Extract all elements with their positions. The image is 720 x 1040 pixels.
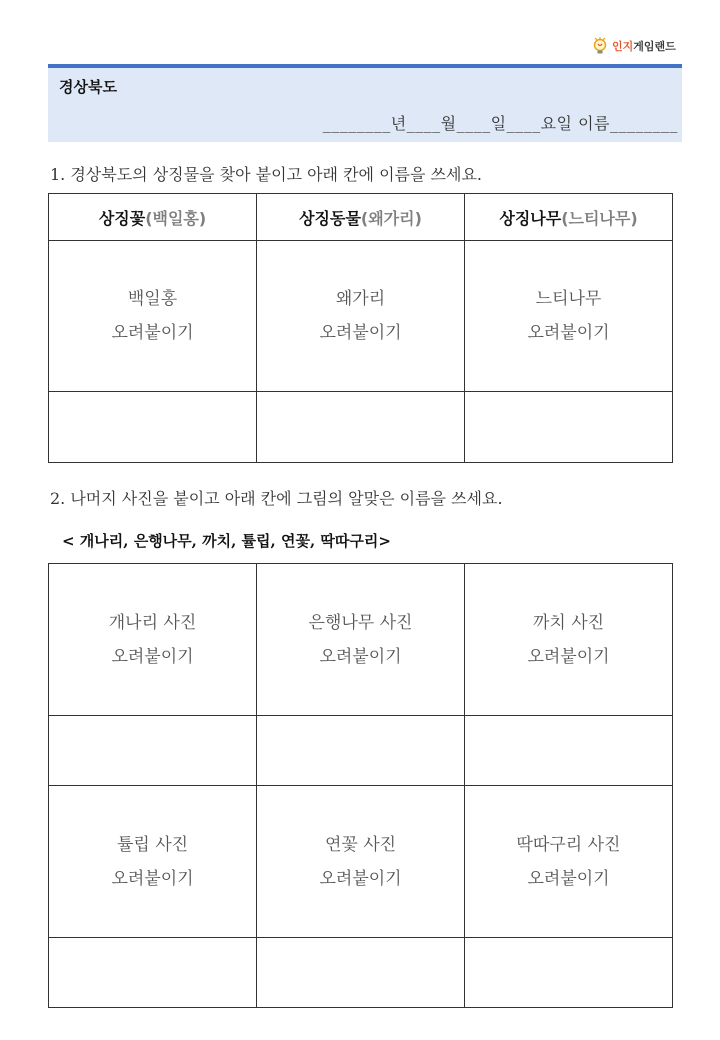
word-list: < 개나리, 은행나무, 까치, 튤립, 연꽃, 딱따구리>	[62, 532, 391, 550]
photo-instruction: 오려붙이기	[319, 646, 402, 667]
photo-instruction: 오려붙이기	[527, 646, 610, 667]
lightbulb-icon	[592, 37, 608, 55]
photo-row-1	[49, 564, 673, 716]
brand-highlight: 인지	[612, 40, 634, 53]
name-write-cell[interactable]	[49, 938, 257, 1008]
photo-name: 딱따구리 사진	[516, 834, 621, 855]
symbols-photo-row	[49, 241, 673, 392]
photo-paste-area[interactable]	[49, 786, 257, 938]
photo-name: 느티나무	[535, 289, 602, 309]
brand-logo	[592, 37, 676, 55]
worksheet-header	[48, 64, 682, 142]
photo-paste-area[interactable]	[257, 564, 465, 716]
region-title: 경상북도	[59, 78, 117, 96]
photo-row-2	[49, 786, 673, 938]
photo-name: 왜가리	[335, 289, 386, 309]
symbols-name-row	[49, 392, 673, 463]
question-2: 2. 나머지 사진을 붙이고 아래 칸에 그림의 알맞은 이름을 쓰세요.	[50, 489, 503, 508]
photo-instruction: 오려붙이기	[319, 323, 402, 343]
name-write-cell[interactable]	[49, 392, 257, 463]
symbol-tree-header	[465, 194, 673, 241]
symbols-header-row	[49, 194, 673, 241]
header-paren: (백일홍)	[145, 208, 207, 228]
brand-name	[612, 38, 676, 54]
name-write-cell[interactable]	[257, 716, 465, 786]
name-write-cell[interactable]	[465, 392, 673, 463]
photo-paste-area[interactable]	[465, 241, 673, 392]
photo-instruction: 오려붙이기	[319, 868, 402, 889]
photo-name: 튤립 사진	[116, 834, 189, 855]
brand-rest: 게임랜드	[633, 40, 676, 53]
photo-name: 연꽃 사진	[324, 834, 397, 855]
name-write-cell[interactable]	[49, 716, 257, 786]
header-label: 상징나무	[499, 208, 562, 228]
photo-instruction: 오려붙이기	[111, 323, 194, 343]
header-paren: (느티나무)	[561, 208, 638, 228]
remaining-photos-table	[48, 563, 673, 1008]
photo-paste-area[interactable]	[257, 786, 465, 938]
photo-paste-area[interactable]	[465, 786, 673, 938]
photo-instruction: 오려붙이기	[527, 868, 610, 889]
date-name-line: ________년____월____일____요일 이름________	[322, 114, 678, 133]
photo-name: 까치 사진	[532, 612, 605, 633]
name-write-cell[interactable]	[257, 938, 465, 1008]
name-write-cell[interactable]	[257, 392, 465, 463]
header-paren: (왜가리)	[360, 208, 422, 228]
symbols-table	[48, 193, 673, 463]
photo-paste-area[interactable]	[49, 564, 257, 716]
name-row-1	[49, 716, 673, 786]
header-label: 상징꽃	[98, 208, 146, 228]
symbol-flower-header	[49, 194, 257, 241]
photo-paste-area[interactable]	[465, 564, 673, 716]
photo-paste-area[interactable]	[49, 241, 257, 392]
photo-instruction: 오려붙이기	[111, 646, 194, 667]
question-1: 1. 경상북도의 상징물을 찾아 붙이고 아래 칸에 이름을 쓰세요.	[50, 165, 482, 184]
photo-name: 개나리 사진	[108, 612, 197, 633]
name-write-cell[interactable]	[465, 716, 673, 786]
name-write-cell[interactable]	[465, 938, 673, 1008]
symbol-animal-header	[257, 194, 465, 241]
photo-instruction: 오려붙이기	[111, 868, 194, 889]
photo-instruction: 오려붙이기	[527, 323, 610, 343]
header-label: 상징동물	[299, 208, 361, 228]
photo-paste-area[interactable]	[257, 241, 465, 392]
photo-name: 백일홍	[127, 289, 178, 309]
name-row-2	[49, 938, 673, 1008]
photo-name: 은행나무 사진	[308, 612, 413, 633]
